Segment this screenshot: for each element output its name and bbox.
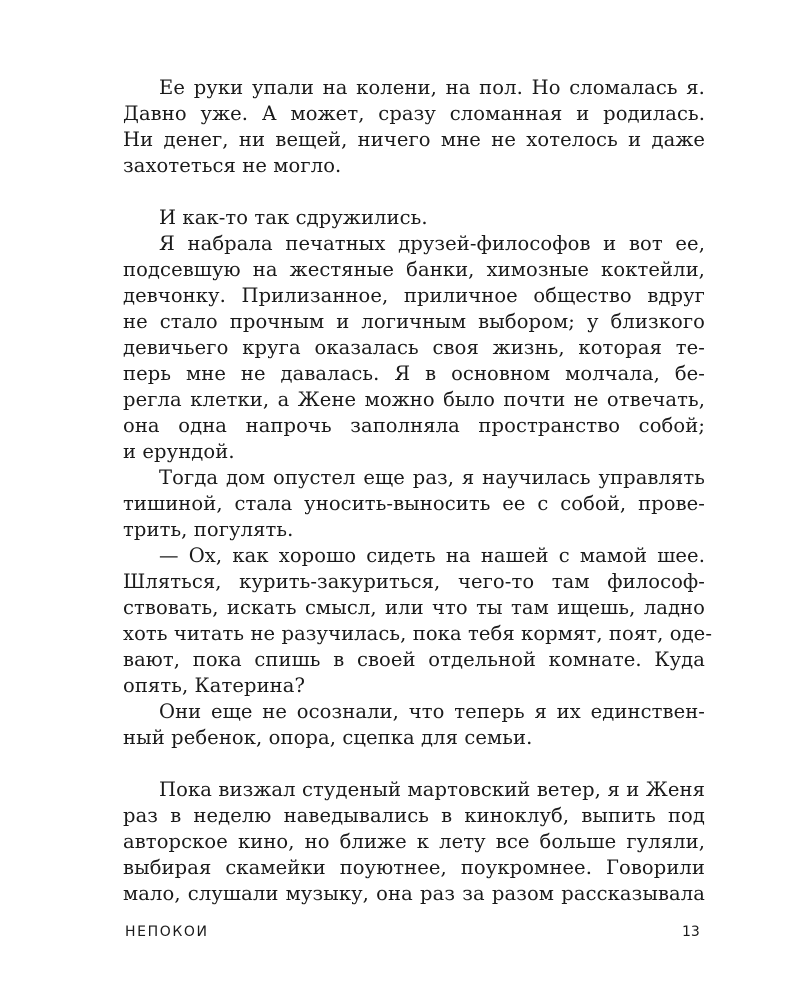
text-line: не стало прочным и логичным выбором; у близкого <box>123 310 705 333</box>
text-line: девчонку. Прилизанное, приличное общество вдруг <box>123 284 705 307</box>
text-line: — Ох, как хорошо сидеть на нашей с мамой шее. <box>159 544 705 567</box>
text-line: раз в неделю наведывались в киноклуб, выпить под <box>123 804 705 827</box>
text-line: авторское кино, но ближе к лету все больше гуляли, <box>123 830 705 853</box>
text-line: опять, Катерина? <box>123 674 306 697</box>
text-line: Ее руки упали на колени, на пол. Но сломалась я. <box>159 76 705 99</box>
text-line: Тогда дом опустел еще раз, я научилась управлять <box>159 466 705 489</box>
text-line: мало, слушали музыку, она раз за разом рассказывала <box>123 882 705 905</box>
text-line: вают, пока спишь в своей отдельной комнате. Куда <box>123 648 705 671</box>
text-line: ный ребенок, опора, сцепка для семьи. <box>123 726 533 749</box>
text-line: Ни денег, ни вещей, ничего мне не хотелось и даже <box>123 128 705 151</box>
text-line: она одна напрочь заполняла пространство собой; <box>123 414 705 437</box>
text-line: выбирая скамейки поуютнее, поукромнее. Говорили <box>123 856 705 879</box>
text-line: ствовать, искать смысл, или что ты там ищешь, ладно <box>123 596 705 619</box>
text-line: Давно уже. А может, сразу сломанная и родилась. <box>123 102 705 125</box>
text-line: подсевшую на жестяные банки, химозные коктейли, <box>123 258 705 281</box>
text-line: и ерундой. <box>123 440 235 463</box>
text-line: хоть читать не разучилась, пока тебя кормят, поят, оде- <box>123 622 713 645</box>
running-footer-title: НЕПОКОИ <box>125 924 209 940</box>
text-line: тишиной, стала уносить-выносить ее с собой, прове- <box>123 492 705 515</box>
page-number: 13 <box>682 924 700 940</box>
text-line: И как-то так сдружились. <box>159 206 428 229</box>
text-line: регла клетки, а Жене можно было почти не отвечать, <box>123 388 705 411</box>
text-line: Шляться, курить-закуриться, чего-то там философ- <box>123 570 705 593</box>
text-line: Пока визжал студеный мартовский ветер, я и Женя <box>159 778 705 801</box>
text-line: девичьего круга оказалась своя жизнь, которая те- <box>123 336 705 359</box>
text-line: захотеться не могло. <box>123 154 342 177</box>
text-line: перь мне не давалась. Я в основном молчала, бе- <box>123 362 705 385</box>
text-line: Я набрала печатных друзей-философов и вот ее, <box>159 232 705 255</box>
text-line: трить, погулять. <box>123 518 294 541</box>
text-line: Они еще не осознали, что теперь я их единствен- <box>159 700 705 723</box>
